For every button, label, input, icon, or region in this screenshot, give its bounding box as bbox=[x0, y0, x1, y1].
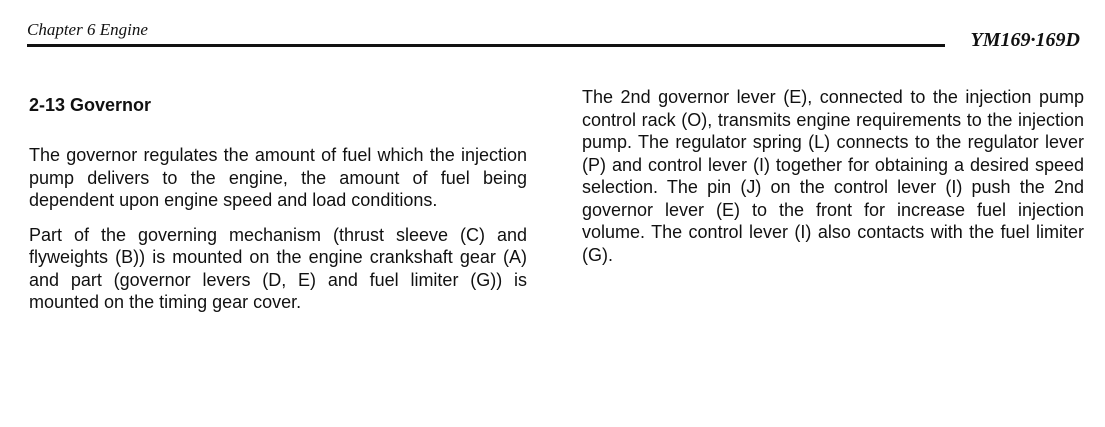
header-rule bbox=[27, 44, 945, 47]
section-heading: 2-13 Governor bbox=[29, 95, 152, 115]
model-code: YM169·169D bbox=[970, 29, 1080, 51]
paragraph: Part of the governing mechanism (thrust sleeve (C) and flyweights (B)) is mounted on the engine crankshaft gear (A) and part (governor levers (D, E) and fuel limiter (G)) is mounted on the timing gear cover. bbox=[29, 224, 527, 312]
chapter-title: Chapter 6 Engine bbox=[27, 20, 148, 39]
right-column bbox=[582, 86, 1084, 278]
paragraph: The 2nd governor lever (E), connected to the injection pump control rack (O), transmits engine requirements to the injection pump. The regulator spring (L) connects to the regulator lever (P) and control lever (I) together for obtaining a desired speed selection. The pin (J) on the control lever (I) push the 2nd governor lever (E) to the front for increase fuel injection volume. The control lever (I) also contacts with the fuel limiter (G). bbox=[582, 87, 1084, 265]
left-column bbox=[29, 94, 527, 326]
paragraph: The governor regulates the amount of fuel which the injection pump delivers to the engine, the amount of fuel being dependent upon engine speed and load conditions. bbox=[29, 145, 527, 210]
